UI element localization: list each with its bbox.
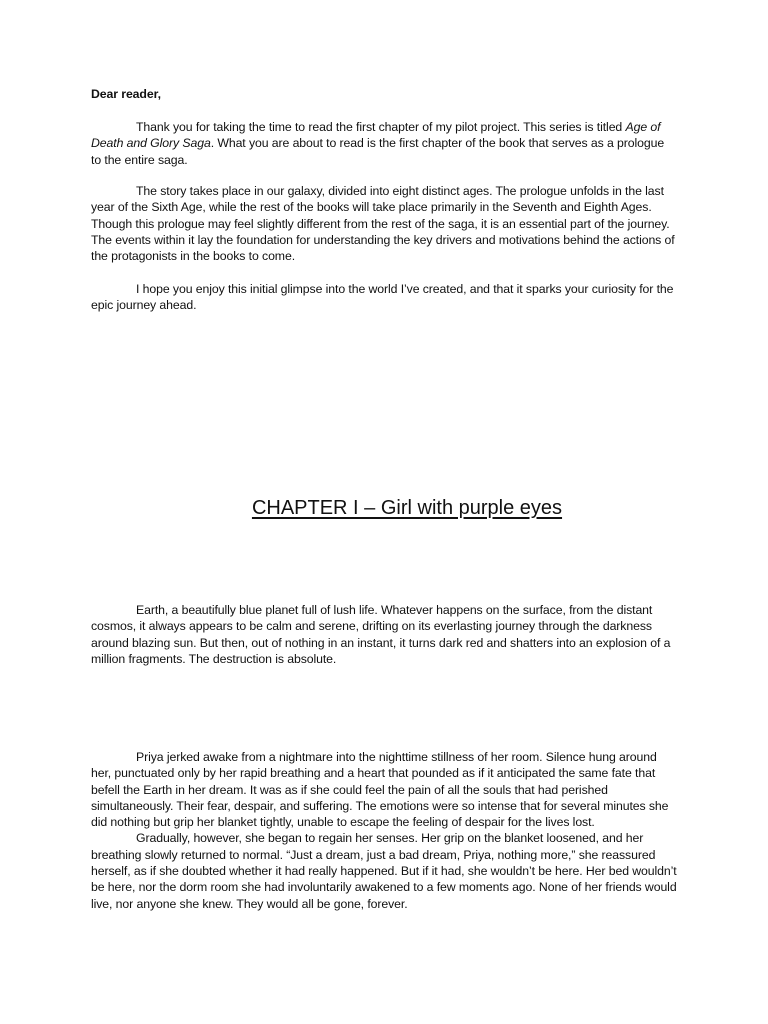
chapter-paragraph-2-text: Priya jerked awake from a nightmare into the nighttime stillness of her room. Silence hung around her, punctuated only by her rapid breathing and a heart that pounded as if it anticipated the same fate that befell the Earth in her dream. It was as if she could feel the pain of all the souls that had perished simultaneously. Their fear, despair, and suffering. The emotions were so intense that for several minutes she did nothing but grip her blanket tightly, unable to escape the feeling of despair for the lives lost. <box>91 750 669 830</box>
chapter-paragraph-2 <box>91 749 677 912</box>
letter-paragraph-2 <box>91 183 677 264</box>
chapter-paragraph-1-text: Earth, a beautifully blue planet full of lush life. Whatever happens on the surface, from the distant cosmos, it always appears to be calm and serene, drifting on its everlasting journey through the darkness around blazing sun. But then, out of nothing in an instant, it turns dark red and shatters into an explosion of a million fragments. The destruction is absolute. <box>91 603 671 666</box>
letter-paragraph-1-end: . What you are about to read is the first chapter of the book that serves as a prologue to the entire saga. <box>91 136 665 167</box>
letter-paragraph-2-text: The story takes place in our galaxy, divided into eight distinct ages. The prologue unfolds in the last year of the Sixth Age, while the rest of the books will take place primarily in the Seventh and Eighth Ages. Though this prologue may feel slightly different from the rest of the saga, it is an essential part of the journey. The events within it lay the foundation for understanding the key drivers and motivations behind the actions of the protagonists in the books to come. <box>91 184 675 264</box>
chapter-paragraph-1 <box>91 602 677 667</box>
series-title: Age of Death and Glory Saga <box>91 120 661 151</box>
letter-paragraph-3 <box>91 281 677 314</box>
letter-paragraph-1-start: Thank you for taking the time to read the first chapter of my pilot project. This series is titled <box>136 120 626 134</box>
chapter-paragraph-3-text: Gradually, however, she began to regain her senses. Her grip on the blanket loosened, and her breathing slowly returned to normal. “Just a dream, just a bad dream, Priya, nothing more,” she reassured herself, as if she doubted whether it had really happened. But if it had, she wouldn’t be here. Her bed wouldn’t be here, nor the dorm room she had involuntarily awakened to a few moments ago. None of her friends would live, nor anyone she knew. They would all be gone, forever. <box>91 831 677 911</box>
chapter-title: CHAPTER I – Girl with purple eyes <box>251 497 563 519</box>
salutation: Dear reader, <box>91 87 161 101</box>
letter-paragraph-1 <box>91 119 677 168</box>
letter-paragraph-3-text: I hope you enjoy this initial glimpse into the world I’ve created, and that it sparks your curiosity for the epic journey ahead. <box>91 282 674 313</box>
